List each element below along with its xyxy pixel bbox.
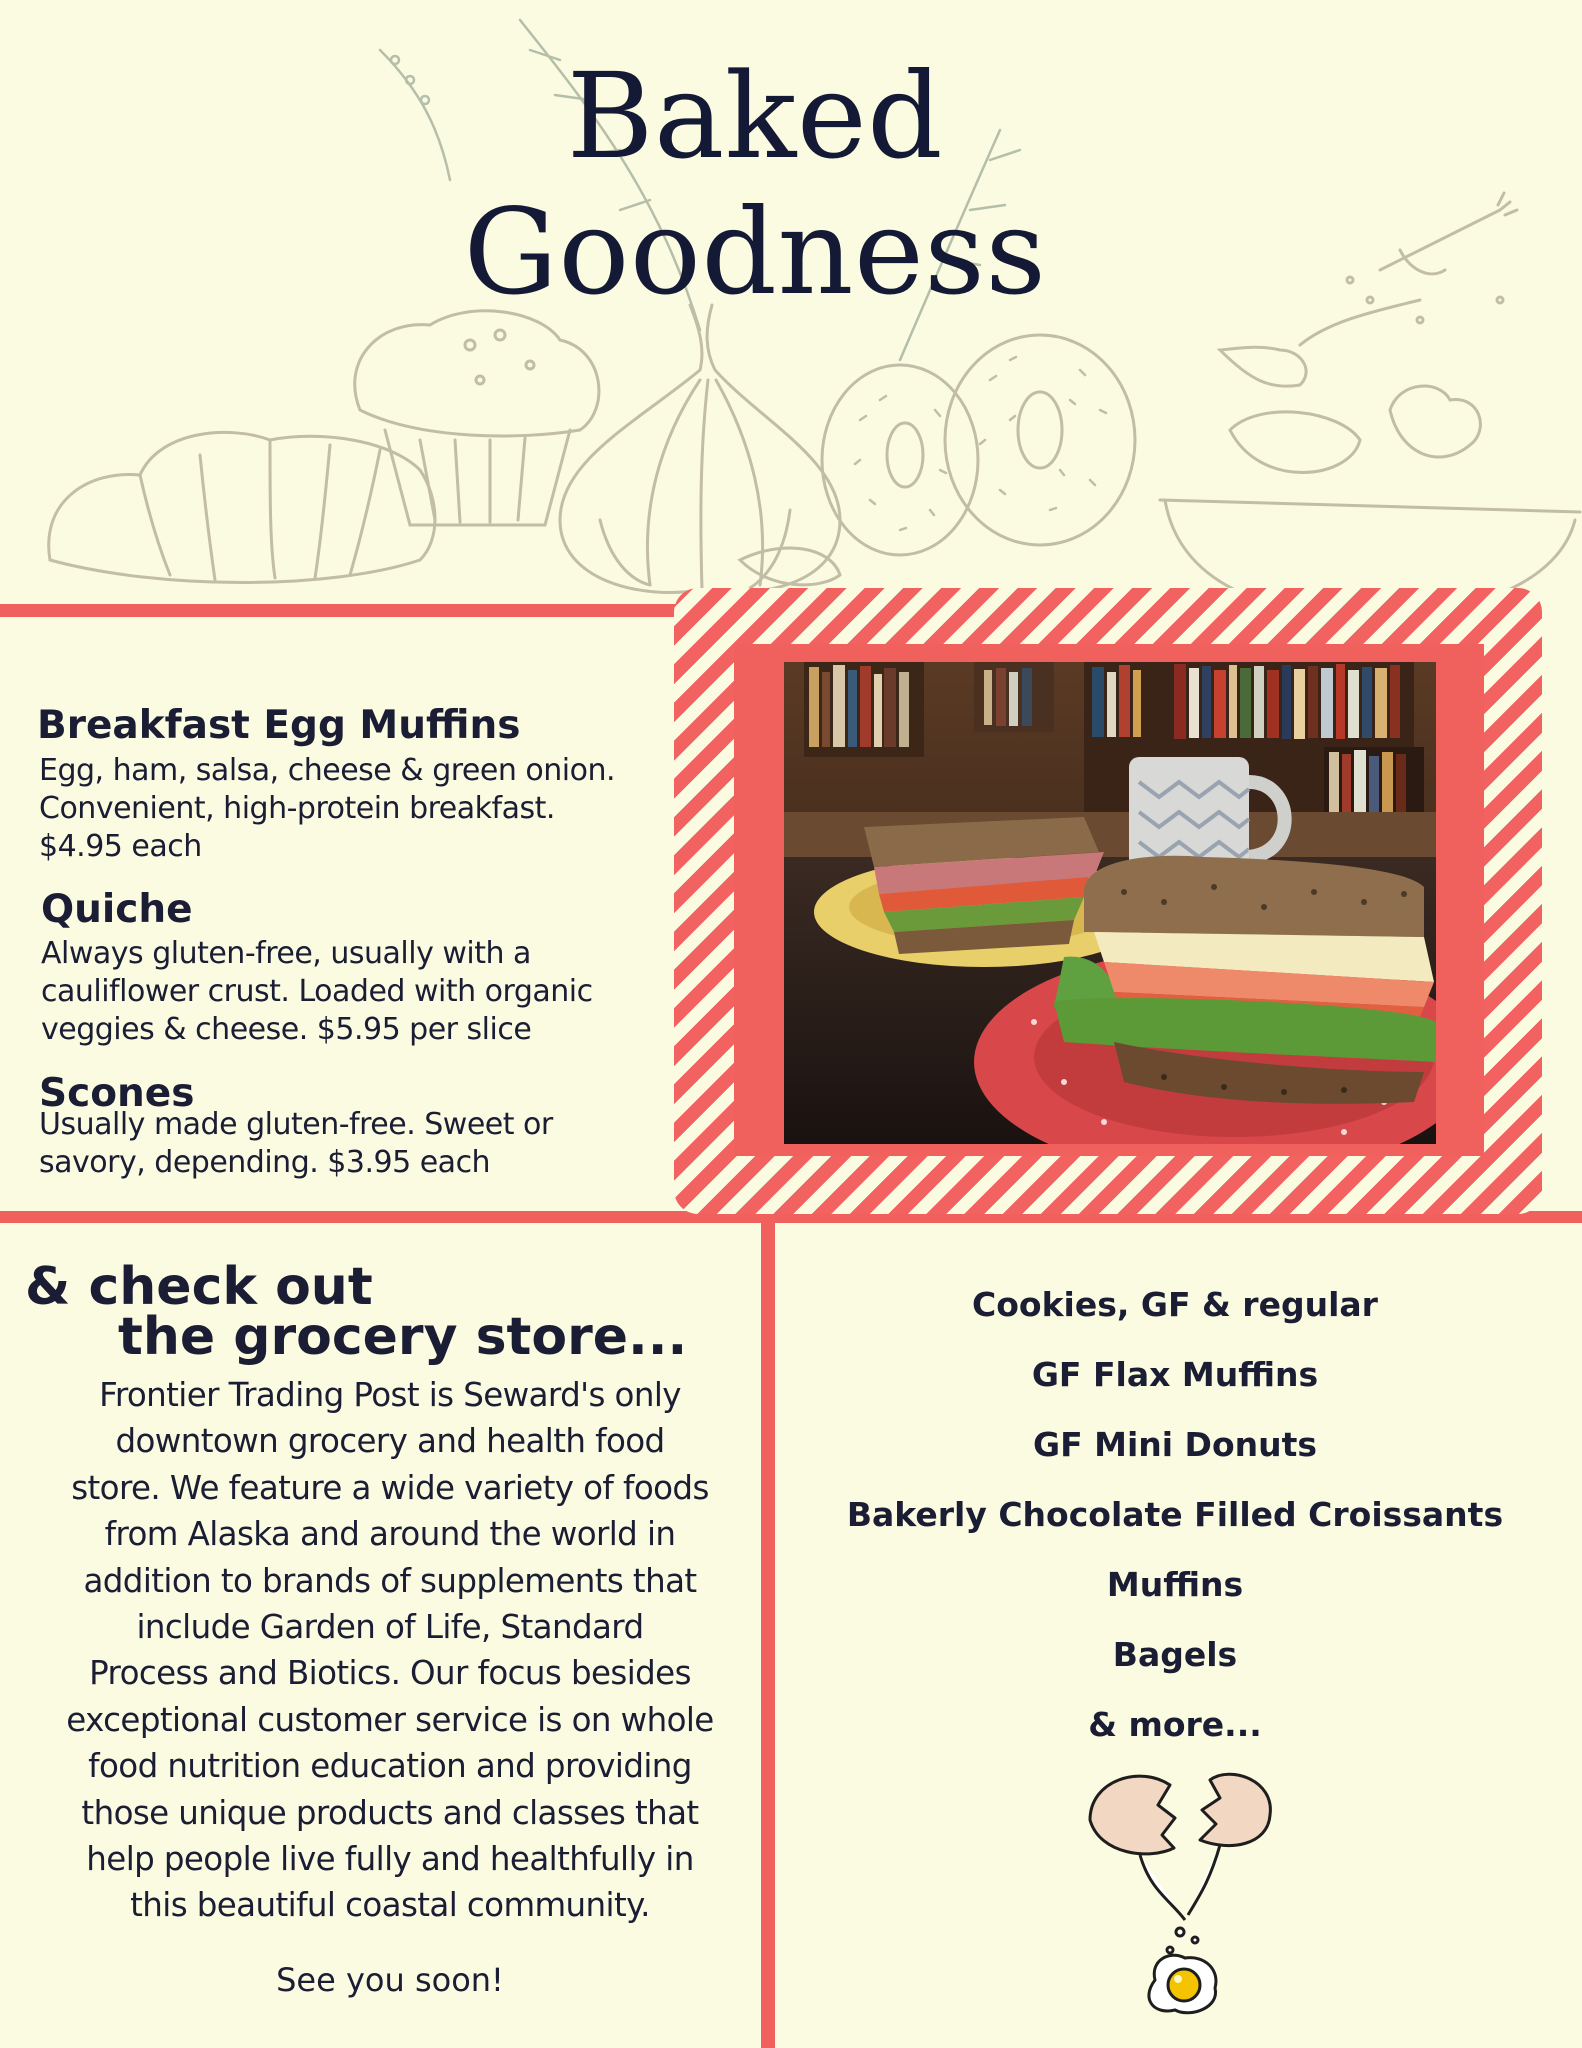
page-title <box>0 48 1510 320</box>
grocery-heading-line-1: & check out <box>25 1257 373 1317</box>
list-item: Cookies, GF & regular <box>972 1285 1378 1324</box>
grocery-description: Frontier Trading Post is Seward's only downtown grocery and health food store. We feature a wide variety of foods from Alaska and around the world in addition to brands of supplements that include Garden of Life, Standard Process and Biotics. Our focus besides exceptional customer service is on whole food nutrition education and providing those unique products and classes that help people live fully and healthfully in this beautiful coastal community. <box>66 1376 714 1925</box>
list-item: & more... <box>1088 1705 1262 1744</box>
divider-top <box>0 604 680 617</box>
item-title-egg-muffins: Breakfast Egg Muffins <box>37 703 521 748</box>
list-item: Bakerly Chocolate Filled Croissants <box>846 1495 1504 1534</box>
sign-off: See you soon! <box>276 1961 504 1999</box>
sandwich-photo-icon <box>784 662 1436 1144</box>
list-item: Muffins <box>1106 1565 1244 1604</box>
item-title-quiche: Quiche <box>41 887 193 932</box>
item-title-scones: Scones <box>39 1071 195 1116</box>
product-list <box>780 1270 1570 1760</box>
title-line-1: Baked <box>566 47 944 185</box>
item-desc-egg-muffins: Egg, ham, salsa, cheese & green onion. Convenient, high-protein breakfast. $4.95 each <box>39 753 616 864</box>
title-line-2: Goodness <box>463 183 1047 321</box>
item-desc-quiche: Always gluten-free, usually with a cauliflower crust. Loaded with organic veggies & cheese. $5.95 per slice <box>41 936 593 1047</box>
list-item: GF Flax Muffins <box>1031 1355 1319 1394</box>
cracked-egg-icon <box>1070 1760 1290 2020</box>
grocery-heading-line-2: the grocery store... <box>118 1307 688 1367</box>
list-item: GF Mini Donuts <box>1032 1425 1318 1464</box>
divider-vertical <box>761 1211 775 2048</box>
list-item: Bagels <box>1112 1635 1238 1674</box>
item-desc-scones: Usually made gluten-free. Sweet or savory, depending. $3.95 each <box>39 1107 553 1180</box>
